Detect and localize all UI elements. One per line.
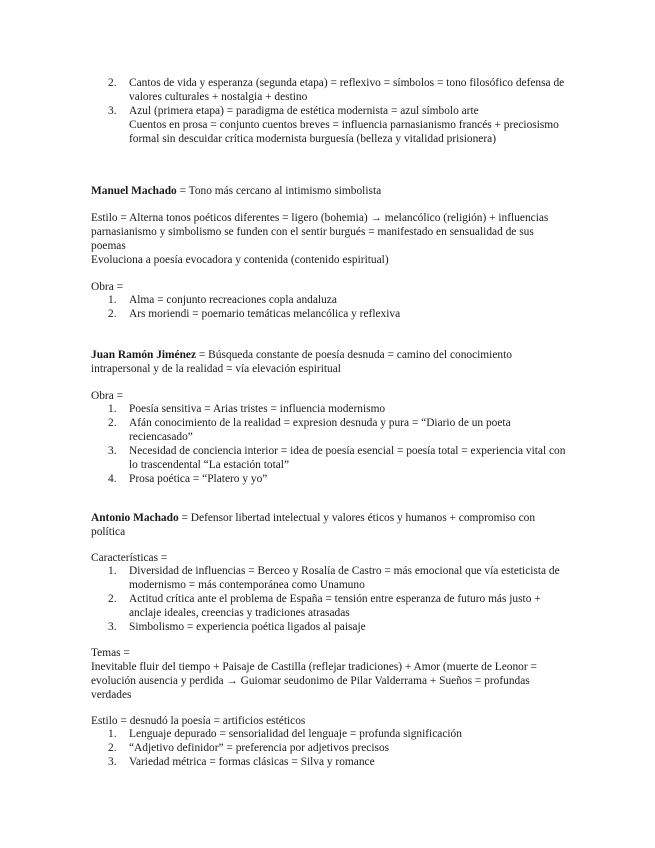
estilo-paragraph: Estilo = Alterna tonos poéticos diferentes = ligero (bohemia) → melancólico (religión) + influencias parnasianismo y simbolismo se funden con el sentir burgués = manifestado en sensualidad de sus poemas [91, 212, 549, 252]
list-item [91, 104, 571, 146]
list-number: 2. [108, 593, 117, 605]
antonio-estilo [91, 714, 571, 728]
list-number: 2. [108, 742, 117, 754]
antonio-temas [91, 646, 571, 702]
list-number: 3. [108, 445, 117, 457]
list-item [91, 472, 571, 486]
list-item [91, 307, 571, 321]
list-text: Simbolismo = experiencia poética ligados al paisaje [129, 621, 366, 633]
list-text: Prosa poética = “Platero y yo” [129, 473, 268, 485]
list-number: 3. [108, 621, 117, 633]
caracteristicas-label: Características = [91, 552, 168, 564]
antonio-caracteristicas-list [91, 564, 571, 634]
list-item [91, 592, 571, 620]
author-name: Juan Ramón Jiménez [91, 349, 197, 361]
list-item [91, 727, 571, 741]
manuel-estilo [91, 211, 571, 267]
list-text: Azul (primera etapa) = paradigma de estética modernista = azul símbolo arte [129, 105, 479, 117]
list-number: 1. [108, 294, 117, 306]
author-description: = Defensor libertad intelectual y valores éticos y humanos + compromiso con política [91, 512, 536, 538]
list-text: Actitud crítica ante el problema de España = tensión entre esperanza de futuro más justo + anclaje ideales, creencias y tradiciones atrasadas [129, 593, 541, 619]
list-text: Diversidad de influencias = Berceo y Rosalía de Castro = más emocional que vía esteticista de modernismo = más contemporánea como Unamuno [129, 565, 560, 591]
obra-label: Obra = [91, 281, 124, 293]
author-name: Manuel Machado [91, 185, 177, 197]
list-item [91, 564, 571, 592]
list-number: 3. [108, 105, 117, 117]
list-number: 4. [108, 473, 117, 485]
list-text: Afán conocimiento de la realidad = expresion desnuda y pura = “Diario de un poeta reciencasado” [129, 417, 511, 443]
list-text: Cantos de vida y esperanza (segunda etapa) = reflexivo = símbolos = tono filosófico defensa de valores culturales + nostalgia + destino [129, 77, 565, 103]
list-number: 1. [108, 403, 117, 415]
author-description: = Búsqueda constante de poesía desnuda = camino del conocimiento intrapersonal y de la realidad = vía elevación espiritual [91, 349, 512, 375]
list-number: 3. [108, 756, 117, 768]
list-text: Necesidad de conciencia interior = idea de poesía esencial = poesía total = experiencia vital con lo trascendental “La estación total” [129, 445, 566, 471]
list-item [91, 293, 571, 307]
author-name: Antonio Machado [91, 512, 179, 524]
list-text: “Adjetivo definidor” = preferencia por adjetivos precisos [129, 742, 390, 754]
list-number: 2. [108, 308, 117, 320]
estilo-label: Estilo = desnudó la poesía = artificios estéticos [91, 715, 306, 727]
list-number: 1. [108, 728, 117, 740]
section-juan-ramon [91, 348, 571, 376]
list-item [91, 444, 571, 472]
temas-paragraph: Inevitable fluir del tiempo + Paisaje de Castilla (reflejar tradiciones) + Amor (muerte de Leonor = evolución ausencia y perdida → Guiomar seudonimo de Pilar Valderrama + Sueños = profundas verdades [91, 661, 537, 701]
list-item [91, 416, 571, 444]
juan-obra-label [91, 389, 571, 403]
list-text: Poesía sensitiva = Arias tristes = influencia modernismo [129, 403, 386, 415]
section-heading [91, 511, 571, 539]
list-number: 2. [108, 77, 117, 89]
manuel-obra-label [91, 280, 571, 294]
list-number: 2. [108, 417, 117, 429]
section-antonio-machado [91, 511, 571, 539]
list-item [91, 402, 571, 416]
section-manuel-machado [91, 184, 571, 198]
section-heading [91, 184, 571, 198]
list-text-continuation: Cuentos en prosa = conjunto cuentos breves = influencia parnasianismo francés + preciosismo formal sin descuidar crítica modernista burguesía (belleza y vitalidad prisionera) [129, 119, 559, 145]
temas-label: Temas = [91, 647, 130, 659]
juan-obra-list [91, 402, 571, 486]
antonio-caracteristicas-label [91, 551, 571, 565]
list-item [91, 755, 571, 769]
list-item [91, 620, 571, 634]
section-heading [91, 348, 571, 376]
list-text: Lenguaje depurado = sensorialidad del lenguaje = profunda significación [129, 728, 462, 740]
author-description: = Tono más cercano al intimismo simbolista [179, 185, 382, 197]
list-text: Alma = conjunto recreaciones copla andaluza [129, 294, 337, 306]
antonio-estilo-list [91, 727, 571, 769]
list-item [91, 741, 571, 755]
list-item [91, 76, 571, 104]
list-number: 1. [108, 565, 117, 577]
rubendario-list [91, 76, 571, 146]
evoluciona-paragraph: Evoluciona a poesía evocadora y contenida (contenido espiritual) [91, 254, 389, 266]
list-text: Ars moriendi = poemario temáticas melancólica y reflexiva [129, 308, 401, 320]
list-text: Variedad métrica = formas clásicas = Silva y romance [129, 756, 375, 768]
manuel-obra-list [91, 293, 571, 321]
obra-label: Obra = [91, 390, 124, 402]
